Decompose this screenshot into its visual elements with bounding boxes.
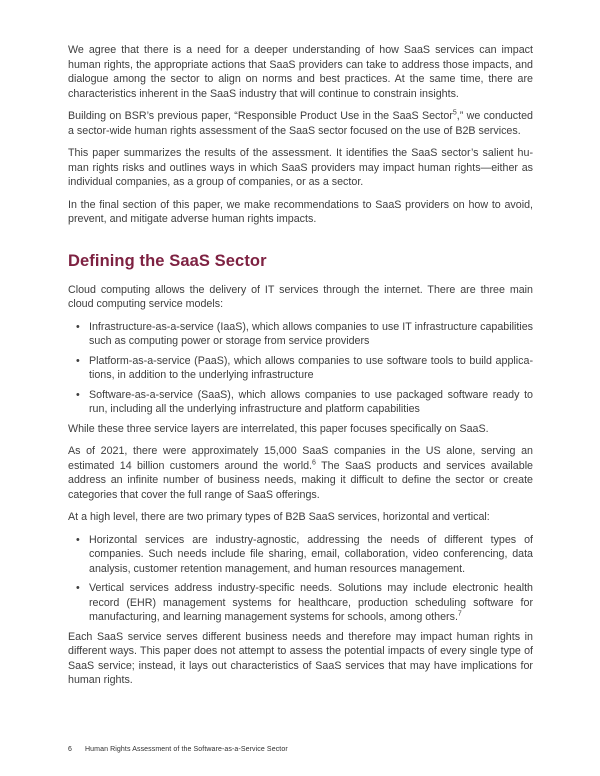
list-item-saas: • Software-as-a-service (SaaS), which allows companies to use packaged software ready to run, including all the underlying infrastructure and platform capabilities [76,388,533,417]
paragraph-summary: This paper summarizes the results of the assessment. It identifies the SaaS sector’s salient human rights risks and outlines ways in which SaaS providers may impact human rights—either as individual companies, as a group of companies, or as a sector. [68,147,533,188]
list-item-vertical [76,581,533,625]
paragraph-text: The SaaS products and services available address an infinite number of business needs, making it difficult to define the sector or create categories that cover the full range of SaaS offerings. [68,459,534,501]
page-number: 6 [68,746,72,753]
service-models-list [68,320,533,417]
paragraph-text: Vertical services address industry-specific needs. Solutions may include electronic health record (EHR) management systems for healthcare, production scheduling software for manufacturing, and learning management systems for schools, among others. [89,582,533,623]
footnote-ref-7: 7 [457,610,462,618]
footer-title: Human Rights Assessment of the Software-as-a-Service Sector [85,746,288,753]
list-item-horizontal: • Horizontal services are industry-agnostic, addressing the needs of different types of companies. Such needs include file sharing, email, collaboration, video conferencing, data analysis, customer retention management, and human resources management. [76,533,533,577]
page-footer [68,745,288,754]
list-item-paas: • Platform-as-a-service (PaaS), which allows companies to use software tools to build applications, in addition to the underlying infrastructure [76,354,533,383]
footnote-ref-6: 6 [312,458,316,466]
paragraph-focus: While these three service layers are interrelated, this paper focuses specifically on SaaS. [68,422,489,435]
list-item-iaas: • Infrastructure-as-a-service (IaaS), which allows companies to use IT infrastructure capabilities such as computing power or storage from service providers [76,320,533,349]
footnote-ref-5: 5 [452,109,457,117]
paragraph-two-types: At a high level, there are two primary types of B2B SaaS services, horizontal and vertical: [68,511,490,523]
paragraph-final-section: In the final section of this paper, we make recommendations to SaaS providers on how to avoid, prevent, and mitigate adverse human rights impacts. [68,198,533,225]
paragraph-building-on-bsr [68,109,533,138]
paragraph-agree: We agree that there is a need for a deeper understanding of how SaaS services can impact human rights, the appropriate actions that SaaS providers can take to address those impacts, and dialogue among the sector to align on norms and best practices. At the same time, there are characteristics inherent in the SaaS industry that will continue to constrain insights. [68,44,533,100]
paragraph-text: Building on BSR’s previous paper, “Responsible Product Use in the SaaS Sector [68,110,453,122]
paragraph-stats [68,444,533,502]
page-content [68,43,533,688]
service-types-list [68,533,533,625]
paragraph-cloud-computing: Cloud computing allows the delivery of IT services through the internet. There are three main cloud computing service models: [68,283,533,310]
paragraph-conclusion: Each SaaS service serves different business needs and therefore may impact human rights in different ways. This paper does not attempt to assess the potential impacts of every single type of SaaS service; instead, it lays out characteristics of SaaS services that may have implications for human rights. [68,630,533,686]
paragraph-text: ,” we conducted a sector-wide human rights assessment of the SaaS sector focused on the use of B2B services. [68,110,533,137]
paragraph-text: As of 2021, there were approximately 15,000 SaaS companies in the US alone, serving an estimated 14 billion customers around the world. [68,445,533,472]
section-heading-defining-saas: Defining the SaaS Sector [68,251,267,270]
